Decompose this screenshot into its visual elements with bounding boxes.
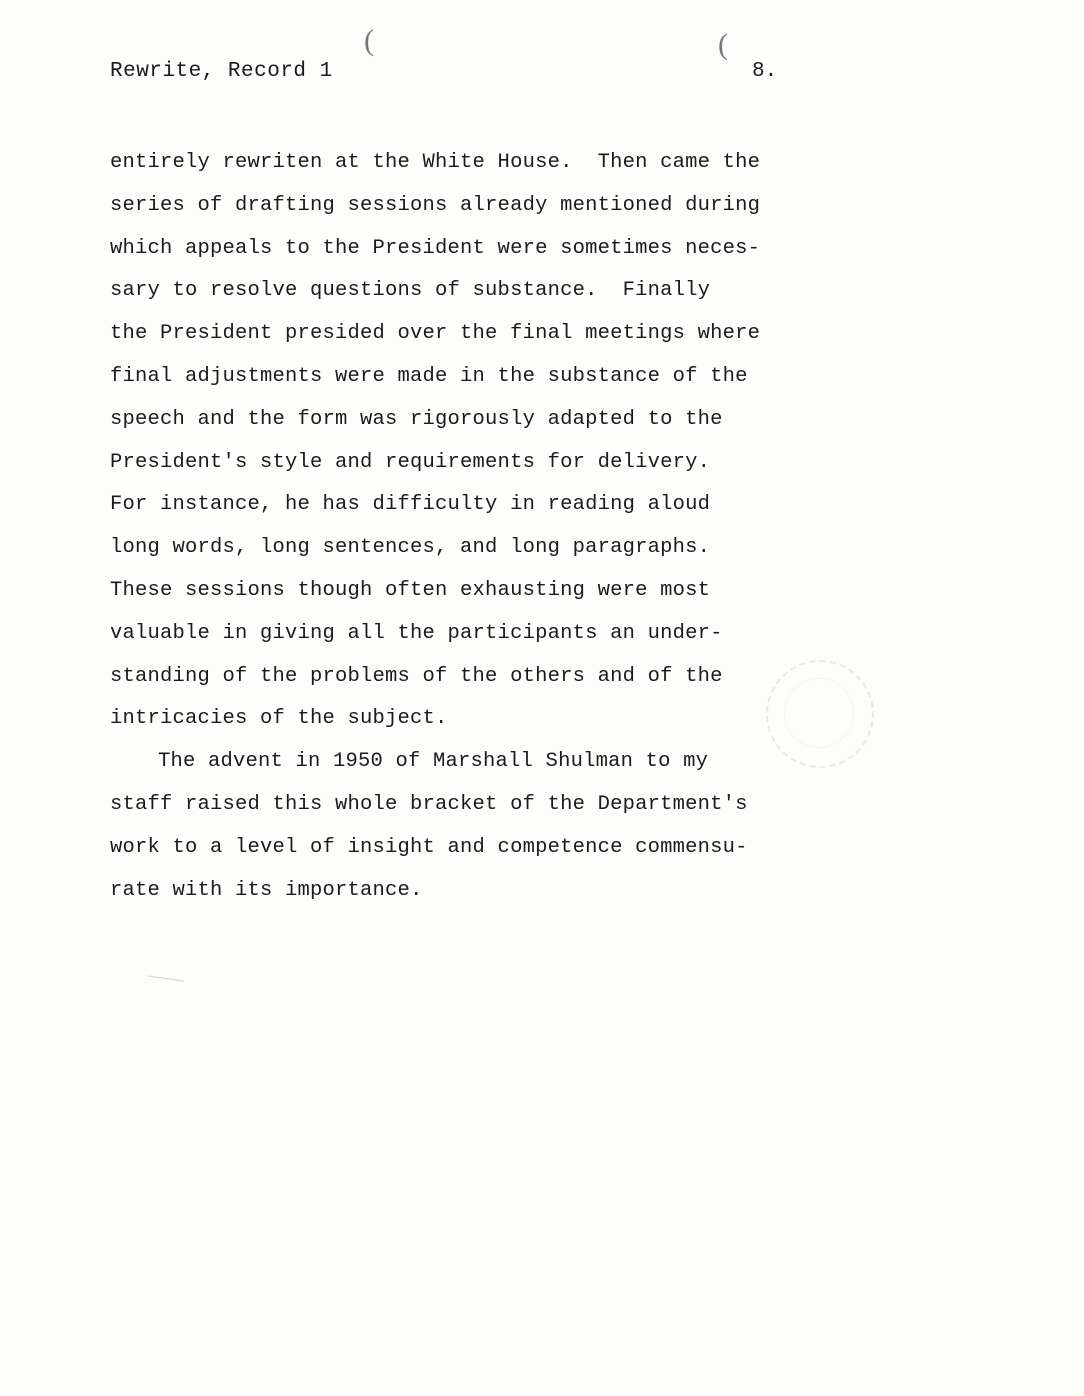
faded-stamp-inner <box>784 678 854 748</box>
faded-stamp <box>766 660 874 768</box>
text-line: intricacies of the subject. <box>110 707 448 731</box>
text-line: the President presided over the final meetings where <box>110 322 761 346</box>
text-line: series of drafting sessions already mentioned during <box>110 193 761 217</box>
body-text <box>110 142 830 912</box>
text-line: long words, long sentences, and long paragraphs. <box>110 536 711 560</box>
text-line: These sessions though often exhausting were most <box>110 578 711 602</box>
text-line: valuable in giving all the participants an under- <box>110 621 723 645</box>
text-line: which appeals to the President were sometimes neces- <box>110 236 761 260</box>
text-line: work to a level of insight and competence commensu- <box>110 835 748 859</box>
header-title: Rewrite, Record 1 <box>110 60 333 83</box>
text-line: sary to resolve questions of substance. Finally <box>110 279 711 303</box>
text-line: President's style and requirements for delivery. <box>110 450 711 474</box>
text-line: speech and the form was rigorously adapted to the <box>110 407 723 431</box>
page-number: 8. <box>752 60 778 83</box>
text-line: standing of the problems of the others and of the <box>110 664 723 688</box>
scan-artifact-mark <box>148 975 184 981</box>
text-line: staff raised this whole bracket of the Department's <box>110 792 748 816</box>
text-line: rate with its importance. <box>110 878 423 902</box>
scan-artifact-paren: ( <box>718 28 728 61</box>
text-line: entirely rewriten at the White House. Then came the <box>110 151 761 174</box>
text-line: For instance, he has difficulty in reading aloud <box>110 493 711 517</box>
text-line: final adjustments were made in the substance of the <box>110 364 748 388</box>
text-line: The advent in 1950 of Marshall Shulman to my <box>158 750 709 774</box>
scan-artifact-paren: ( <box>364 24 374 57</box>
